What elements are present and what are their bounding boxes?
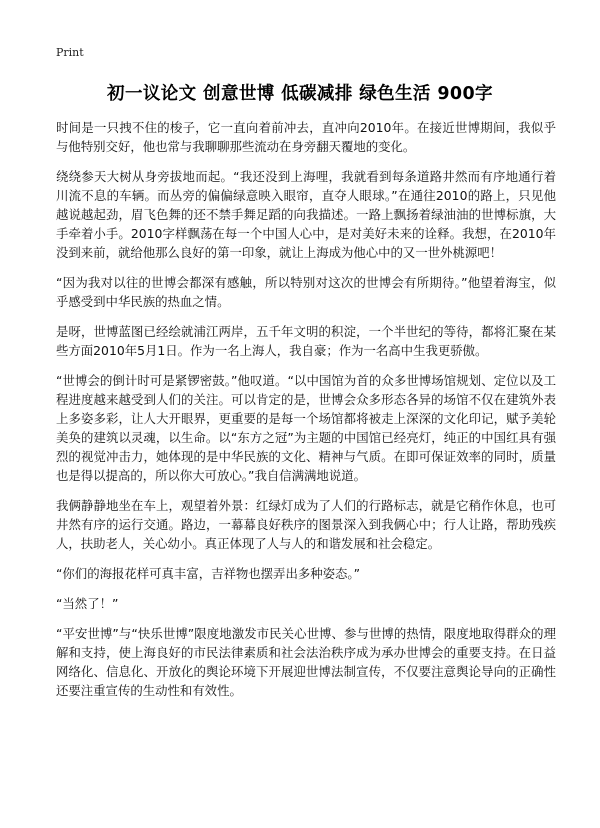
paragraph-8: “当然了！”: [56, 596, 119, 611]
paragraph-4: 是呀，世博蓝图已经绘就浦江两岸，五千年文明的积淀，一个半世纪的等待，都将汇聚在某些方面2010年5月1日。作为一名上海人，我自豪；作为一名高中生我更骄傲。: [56, 324, 556, 358]
paragraph-9: “平安世博”与“快乐世博”限度地激发市民关心世博、参与世博的热情，限度地取得群众的理解和支持，使上海良好的市民法律素质和社会法治秩序成为承办世博会的重要支持。在日益网络化、信息化、开放化的舆论环境下开展迎世博法制宣传，不仅要注意舆论导向的正确性还要注重宣传的生动性和有效性。: [56, 626, 556, 698]
print-label: Print: [56, 46, 84, 59]
paragraph-7: “你们的海报花样可真丰富，吉祥物也摆弄出多种姿态。”: [56, 566, 361, 581]
paragraph-3: “因为我对以往的世博会都深有感触，所以特别对这次的世博会有所期待。”他望着海宝，似乎感受到中华民族的热血之情。: [56, 275, 556, 309]
paragraph-5: “世博会的倒计时可是紧锣密鼓。”他叹道。“以中国馆为首的众多世博场馆规划、定位以及工程进度越来越受到人们的关注。可以肯定的是，世博会众多形态各异的场馆不仅在建筑外表上多姿多彩，让人大开眼界，更重要的是每一个场馆都将被走上深深的文化印记，赋予美轮美奂的建筑以灵魂，以生命。以“东方之冠”为主题的中国馆已经亮灯，纯正的中国红具有强烈的视觉冲击力，她体现的是中华民族的文化、精神与气质。在即可保证效率的同时，质量也是得以提高的，所以你大可放心。”我自信满满地说道。: [56, 373, 556, 483]
article-title: 初一议论文 创意世博 低碳减排 绿色生活 900字: [107, 84, 493, 104]
paragraph-1: 时间是一只拽不住的梭子，它一直向着前冲去，直冲向2010年。在接近世博期间，我似乎与他特别交好，他也常与我聊聊那些流动在身旁翻天覆地的变化。: [56, 120, 556, 154]
article-body: [56, 118, 556, 711]
paragraph-6: 我俩静静地坐在车上，观望着外景：红绿灯成为了人们的行路标志，就是它稍作休息，也可井然有序的运行交通。路边，一幕幕良好秩序的图景深入到我俩心中；行人让路，帮助残疾人，扶助老人，关心幼小。真正体现了人与人的和谐发展和社会稳定。: [56, 498, 556, 551]
paragraph-2: 绕绕参天大树从身旁拔地而起。“我还没到上海哩，我就看到每条道路井然而有序地通行着川流不息的车辆。而丛旁的偏偏绿意映入眼帘，直夺人眼球。”在通往2010的路上，只见他越说越起劲，眉飞色舞的还不禁手舞足蹈的向我描述。一路上飘扬着绿油油的世博标旗，大手牵着小手。2010字样飘荡在每一个中国人心中，是对美好未来的诠释。我想，在2010年没到来前，就给他那么良好的第一印象，就让上海成为他心中的又一世外桃源吧！: [56, 169, 556, 260]
